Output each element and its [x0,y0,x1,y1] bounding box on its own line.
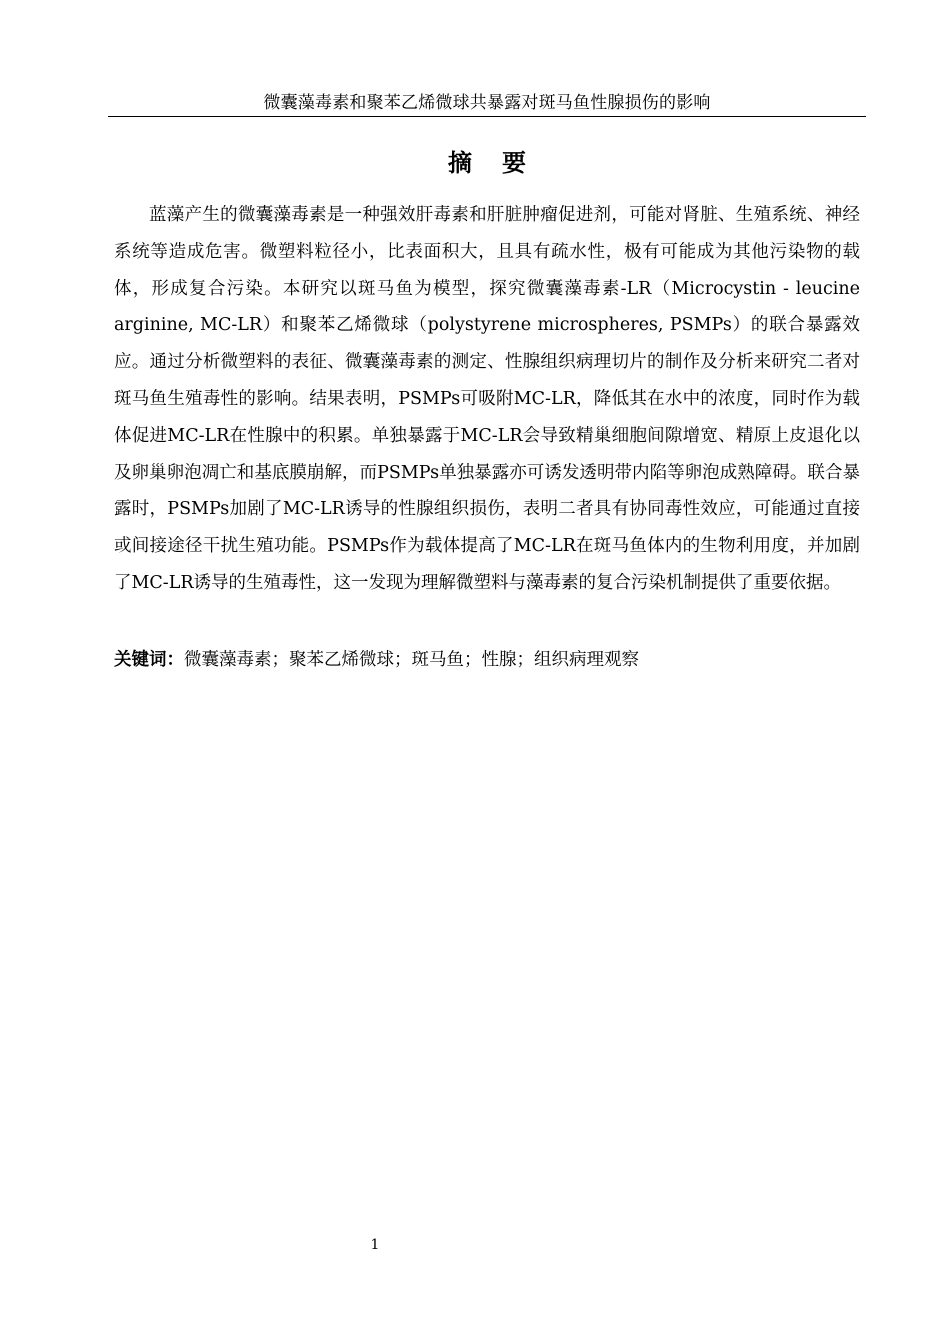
page-number: 1 [370,1237,380,1253]
keywords-line [114,642,860,678]
header-rule [108,116,866,117]
abstract-title: 摘要 [448,148,556,177]
keywords-text: 微囊藻毒素；聚苯乙烯微球；斑马鱼；性腺；组织病理观察 [184,650,639,670]
running-header-title: 微囊藻毒素和聚苯乙烯微球共暴露对斑马鱼性腺损伤的影响 [263,93,711,113]
abstract-body: 蓝藻产生的微囊藻毒素是一种强效肝毒素和肝脏肿瘤促进剂，可能对肾脏、生殖系统、神经系统等造成危害。微塑料粒径小，比表面积大，且具有疏水性，极有可能成为其他污染物的载体，形成复合污染。本研究以斑马鱼为模型，探究微囊藻毒素-LR（Microcystin - leucine arginine, MC-LR）和聚苯乙烯微球（polystyrene microspheres, PSMPs）的联合暴露效应。通过分析微塑料的表征、微囊藻毒素的测定、性腺组织病理切片的制作及分析来研究二者对斑马鱼生殖毒性的影响。结果表明，PSMPs可吸附MC-LR，降低其在水中的浓度，同时作为载体促进MC-LR在性腺中的积累。单独暴露于MC-LR会导致精巢细胞间隙增宽、精原上皮退化以及卵巢卵泡凋亡和基底膜崩解，而PSMPs单独暴露亦可诱发透明带内陷等卵泡成熟障碍。联合暴露时，PSMPs加剧了MC-LR诱导的性腺组织损伤，表明二者具有协同毒性效应，可能通过直接或间接途径干扰生殖功能。PSMPs作为载体提高了MC-LR在斑马鱼体内的生物利用度，并加剧了MC-LR诱导的生殖毒性，这一发现为理解微塑料与藻毒素的复合污染机制提供了重要依据。 [114,205,860,593]
keywords-label: 关键词： [114,650,184,670]
